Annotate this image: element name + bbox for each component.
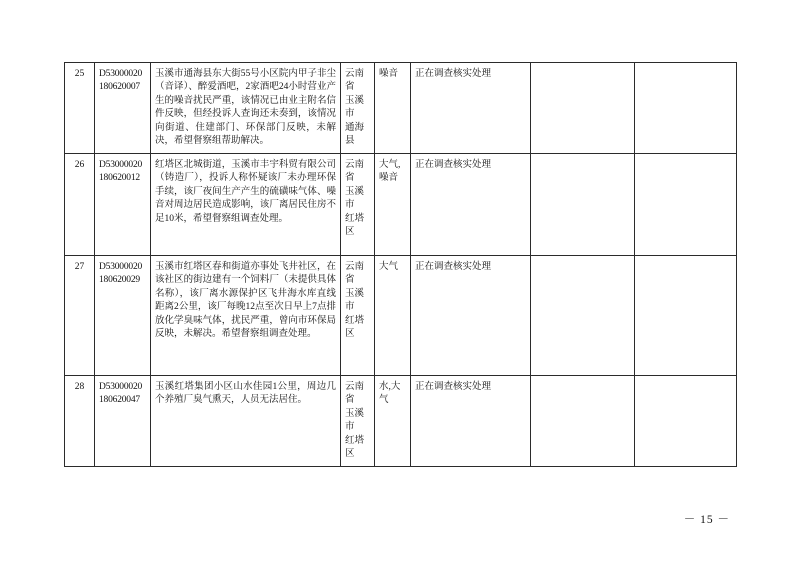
region-line: 云南省 (345, 381, 365, 406)
region-line: 云南省 (345, 69, 365, 93)
table-row (65, 255, 737, 375)
row-pollution-type: 噪音 (375, 63, 411, 154)
row-content: 红塔区北城街道，玉溪市丰宇科贸有限公司（铸造厂），投诉人称怀疑该厂未办理环保手续，该厂夜间生产产生的硫磺味气体、噪音对周边居民造成影响，该厂离居民住房不足10米，希望督察组调查处理。 (151, 153, 341, 255)
row-region (341, 63, 375, 154)
row-code: D53000020180620029 (95, 255, 151, 375)
region-line: 云南省 (345, 159, 365, 184)
row-code: D53000020180620047 (95, 375, 151, 466)
row-pollution-type: 大气 (375, 255, 411, 375)
region-line: 云南省 (345, 261, 365, 286)
region-line: 红塔区 (345, 213, 365, 238)
row-number: 28 (65, 375, 95, 466)
page-number: － 15 － (683, 514, 730, 526)
table-row (65, 375, 737, 466)
region-line: 玉溪市 (345, 288, 365, 313)
region-line: 玉溪市 (345, 408, 365, 433)
row-number: 27 (65, 255, 95, 375)
region-line: 玉溪市 (345, 186, 365, 211)
complaints-table-wrapper (64, 62, 736, 467)
row-region (341, 153, 375, 255)
row-content: 玉溪红塔集团小区山水佳园1公里，周边几个养殖厂臭气熏天，人员无法居住。 (151, 375, 341, 466)
row-number: 26 (65, 153, 95, 255)
region-line: 红塔区 (345, 315, 365, 340)
row-blank-2 (635, 375, 737, 466)
row-blank-1 (531, 63, 635, 154)
row-blank-2 (635, 63, 737, 154)
row-blank-2 (635, 255, 737, 375)
region-line: 玉溪市 (345, 95, 365, 120)
region-line: 红塔区 (345, 435, 365, 460)
row-code: D53000020180620007 (95, 63, 151, 154)
table-row (65, 153, 737, 255)
row-blank-2 (635, 153, 737, 255)
row-blank-1 (531, 375, 635, 466)
row-code: D53000020180620012 (95, 153, 151, 255)
row-status: 正在调查核实处理 (411, 255, 531, 375)
table-row (65, 63, 737, 154)
row-status: 正在调查核实处理 (411, 153, 531, 255)
row-pollution-type: 大气,噪音 (375, 153, 411, 255)
row-content: 玉溪市红塔区春和街道亦事处飞井社区，在该社区的街边建有一个饲料厂（未提供具体名称），该厂离水源保护区飞井海水库直线距离2公里，该厂每晚12点至次日早上7点排放化学臭味气体，扰民严重，曾向市环保局反映，未解决。希望督察组调查处理。 (151, 255, 341, 375)
row-region (341, 375, 375, 466)
row-pollution-type: 水,大气 (375, 375, 411, 466)
row-status: 正在调查核实处理 (411, 375, 531, 466)
row-blank-1 (531, 153, 635, 255)
row-status: 正在调查核实处理 (411, 63, 531, 154)
row-blank-1 (531, 255, 635, 375)
row-content: 玉溪市通海县东大街55号小区院内甲子非尘（音译）、醉爱酒吧，2家酒吧24小时营业产生的噪音扰民严重，该情况已由业主附名信件反映，但经投诉人查询还未奏到，该情况向街道、住建部门、环保部门反映，未解决，希望督察组帮助解决。 (151, 63, 341, 154)
region-line: 通海县 (345, 122, 365, 147)
row-number: 25 (65, 63, 95, 154)
row-region (341, 255, 375, 375)
complaints-table (64, 62, 737, 467)
